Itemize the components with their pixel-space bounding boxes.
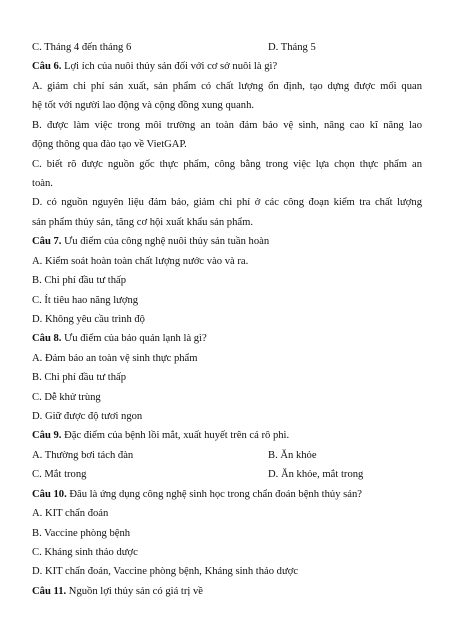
q9-question bbox=[32, 428, 422, 443]
q9-text: Đặc điểm của bệnh lồi mắt, xuất huyết trên cá rô phi. bbox=[61, 430, 290, 441]
q6-option-d-line2: sản phẩm thủy sản, tăng cơ hội xuất khẩu sản phẩm. bbox=[32, 217, 253, 228]
q8-option-b: B. Chi phí đầu tư thấp bbox=[32, 372, 127, 383]
q6-option-a-line2: hệ tốt với người lao động và cộng đồng xung quanh. bbox=[32, 100, 255, 111]
q8-question bbox=[32, 331, 422, 346]
q8-option-c: C. Dễ khử trùng bbox=[32, 392, 101, 403]
q10-option-d: D. KIT chẩn đoán, Vaccine phòng bệnh, Kháng sinh thảo dược bbox=[32, 566, 299, 577]
q9-option-d: D. Ăn khỏe, mắt trong bbox=[268, 469, 364, 480]
q7-question bbox=[32, 234, 422, 249]
q10-question bbox=[32, 487, 422, 502]
q6-option-b-line1: B. được làm việc trong môi trường an toàn đảm bảo vệ sinh, nâng cao kĩ năng lao bbox=[32, 120, 422, 131]
q9-option-c: C. Mắt trong bbox=[32, 469, 87, 480]
q6-option-c-line1: C. biết rõ được nguồn gốc thực phẩm, công bằng trong việc lựa chọn thực phẩm an bbox=[32, 159, 422, 170]
q9-options-row-2 bbox=[32, 467, 422, 482]
q7-option-c: C. Ít tiêu hao năng lượng bbox=[32, 295, 139, 306]
q6-number: Câu 6. bbox=[32, 61, 62, 72]
q10-text: Đâu là ứng dụng công nghệ sinh học trong chẩn đoán bệnh thủy sản? bbox=[66, 489, 362, 500]
q6-option-a-line1: A. giảm chi phí sản xuất, sản phẩm có chất lượng ổn định, tạo dựng được mối quan bbox=[32, 81, 422, 92]
q9-number: Câu 9. bbox=[32, 430, 62, 441]
q7-option-d: D. Không yêu cầu trình độ bbox=[32, 314, 145, 325]
q11-text: Nguồn lợi thủy sản có giá trị về bbox=[66, 586, 203, 597]
q8-text: Ưu điểm của bảo quản lạnh là gì? bbox=[61, 333, 207, 344]
q10-option-a: A. KIT chẩn đoán bbox=[32, 508, 109, 519]
q10-option-c: C. Kháng sinh thảo dược bbox=[32, 547, 138, 558]
q6-question bbox=[32, 59, 422, 74]
q6-option-d-line1: D. có nguồn nguyên liệu đảm bảo, giảm chi phí ở các công đoạn kiểm tra chất lượng bbox=[32, 197, 422, 208]
q11-number: Câu 11. bbox=[32, 586, 67, 597]
q8-number: Câu 8. bbox=[32, 333, 62, 344]
q10-option-b: B. Vaccine phòng bệnh bbox=[32, 528, 131, 539]
q6-option-c-line2: toàn. bbox=[32, 178, 53, 189]
q10-number: Câu 10. bbox=[32, 489, 67, 500]
q5-options-row bbox=[32, 40, 422, 55]
q8-option-a: A. Đảm bảo an toàn vệ sinh thực phẩm bbox=[32, 353, 198, 364]
q9-option-b: B. Ăn khỏe bbox=[268, 450, 317, 461]
q5-option-c: C. Tháng 4 đến tháng 6 bbox=[32, 42, 132, 53]
q7-option-b: B. Chi phí đầu tư thấp bbox=[32, 275, 127, 286]
q7-number: Câu 7. bbox=[32, 236, 62, 247]
q8-option-d: D. Giữ được độ tươi ngon bbox=[32, 411, 143, 422]
q7-text: Ưu điểm của công nghệ nuôi thủy sản tuần hoàn bbox=[61, 236, 270, 247]
q9-option-a: A. Thường bơi tách đàn bbox=[32, 450, 134, 461]
q5-option-d: D. Tháng 5 bbox=[268, 42, 316, 53]
q6-option-b-line2: động thông qua đào tạo về VietGAP. bbox=[32, 139, 187, 150]
q9-options-row-1 bbox=[32, 448, 422, 463]
q7-option-a: A. Kiểm soát hoàn toàn chất lượng nước vào và ra. bbox=[32, 256, 249, 267]
q11-question bbox=[32, 584, 422, 599]
q6-text: Lợi ích của nuôi thủy sản đối với cơ sở nuôi là gì? bbox=[61, 61, 278, 72]
